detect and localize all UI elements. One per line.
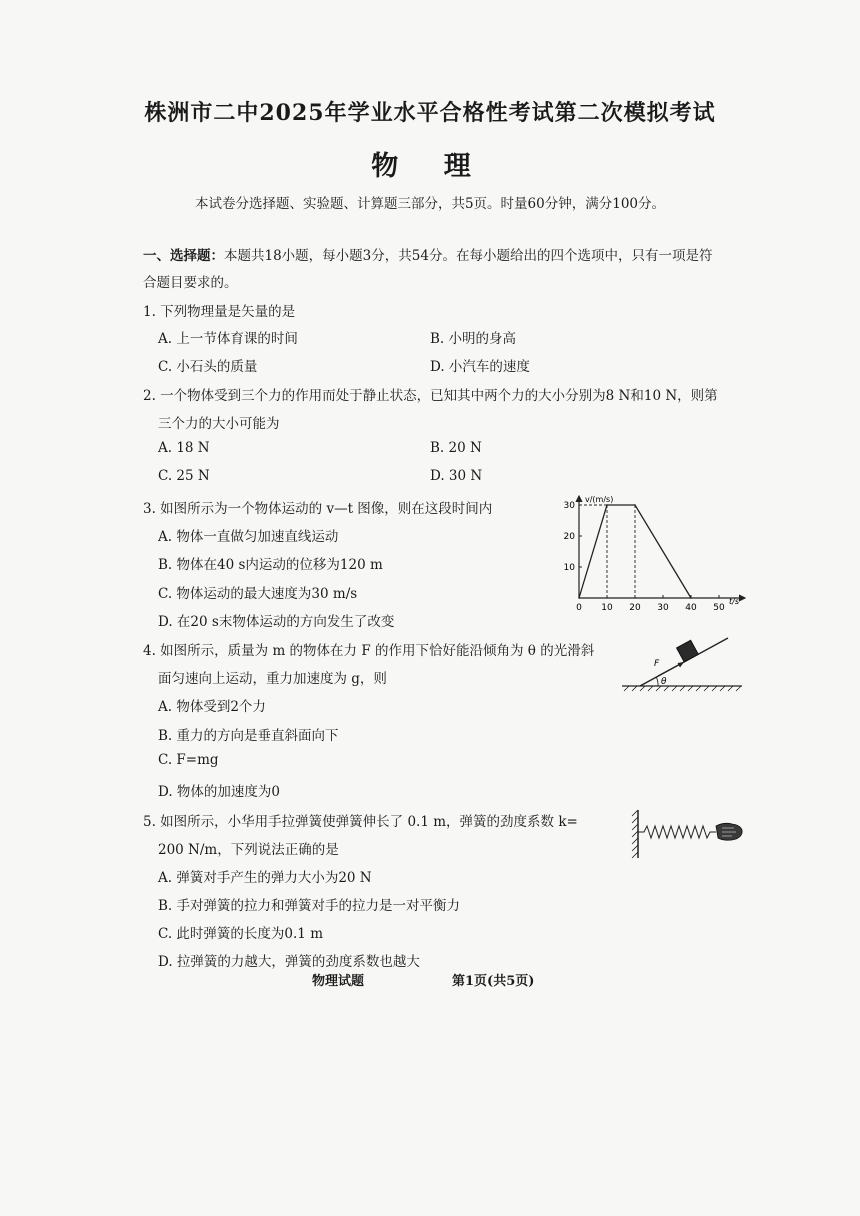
q5-option-b: B. 手对弹簧的拉力和弹簧对手的拉力是一对平衡力 <box>158 898 461 914</box>
q3-option-a: A. 物体一直做匀加速直线运动 <box>158 529 339 545</box>
q5-stem-line1: 5. 如图所示，小华用手拉弹簧使弹簧伸长了 0.1 m，弹簧的劲度系数 k= <box>143 814 578 830</box>
section-heading: 一、选择题： <box>143 248 224 264</box>
x-tick-label: 40 <box>685 603 697 613</box>
x-tick-label: 30 <box>657 603 669 613</box>
block <box>677 640 699 662</box>
y-tick-label: 20 <box>563 532 575 542</box>
footer-subject: 物理试题 <box>312 974 365 989</box>
data-point <box>578 597 580 599</box>
q1-option-d: D. 小汽车的速度 <box>430 359 530 375</box>
q2-option-a: A. 18 N <box>158 440 210 456</box>
hand-icon <box>716 823 742 840</box>
spring-figure <box>628 806 748 862</box>
footer-page-number: 第1页(共5页) <box>452 974 535 989</box>
incline-figure <box>618 628 746 700</box>
y-tick-label: 30 <box>563 501 575 511</box>
data-point <box>634 504 636 506</box>
q3-option-c: C. 物体运动的最大速度为30 m/s <box>158 586 358 602</box>
q3-option-b: B. 物体在40 s内运动的位移为120 m <box>158 557 383 573</box>
q3-option-d: D. 在20 s末物体运动的方向发生了改变 <box>158 614 395 630</box>
q4-option-c: C. F=mg <box>158 752 219 768</box>
q4-option-d: D. 物体的加速度为0 <box>158 784 281 800</box>
x-tick-label: 0 <box>576 603 582 613</box>
q5-stem-line2: 200 N/m，下列说法正确的是 <box>158 842 339 858</box>
y-axis-label: v/(m/s) <box>585 495 614 504</box>
data-point <box>606 504 608 506</box>
x-axis-label: t/s <box>729 597 739 606</box>
q1-option-b: B. 小明的身高 <box>430 331 517 347</box>
x-tick-label: 50 <box>713 603 725 613</box>
section-instructions: 本题共18小题，每小题3分，共54分。在每小题给出的四个选项中，只有一项是符 <box>224 248 713 264</box>
q5-option-c: C. 此时弹簧的长度为0.1 m <box>158 926 323 942</box>
q5-option-d: D. 拉弹簧的力越大，弹簧的劲度系数也越大 <box>158 954 420 970</box>
q3-stem: 3. 如图所示为一个物体运动的 v—t 图像，则在这段时间内 <box>143 501 493 517</box>
q2-stem-line1: 2. 一个物体受到三个力的作用而处于静止状态，已知其中两个力的大小分别为8 N和10 N，则第 <box>143 388 718 404</box>
spring <box>638 826 716 838</box>
q1-stem: 1. 下列物理量是矢量的是 <box>143 304 296 320</box>
x-tick-label: 10 <box>601 603 613 613</box>
q2-option-c: C. 25 N <box>158 468 210 484</box>
q4-option-a: A. 物体受到2个力 <box>158 699 266 715</box>
q1-option-c: C. 小石头的质量 <box>158 359 258 375</box>
x-tick-label: 20 <box>629 603 641 613</box>
q2-stem-line2: 三个力的大小可能为 <box>158 416 280 432</box>
section-instructions-line2: 合题目要求的。 <box>143 275 238 291</box>
subject-title: 物 理 <box>371 151 489 182</box>
q2-option-b: B. 20 N <box>430 440 482 456</box>
q4-stem-line1: 4. 如图所示，质量为 m 的物体在力 F 的作用下恰好能沿倾角为 θ 的光滑斜 <box>143 643 595 659</box>
angle-arc <box>657 678 659 687</box>
q4-option-b: B. 重力的方向是垂直斜面向下 <box>158 728 339 744</box>
y-tick-label: 10 <box>563 563 575 573</box>
section-heading-line1 <box>143 244 712 264</box>
q4-stem-line2: 面匀速向上运动，重力加速度为 g，则 <box>158 671 387 687</box>
wall-hatching <box>632 810 638 858</box>
data-point <box>690 597 692 599</box>
angle-label: θ <box>661 677 667 687</box>
exam-note: 本试卷分选择题、实验题、计算题三部分，共5页。时量60分钟，满分100分。 <box>194 196 666 212</box>
ground-hatching <box>624 686 741 691</box>
force-label: F <box>654 659 660 669</box>
q2-option-d: D. 30 N <box>430 468 483 484</box>
q1-option-a: A. 上一节体育课的时间 <box>158 331 298 347</box>
vt-graph <box>555 490 755 615</box>
exam-title: 株洲市二中2025年学业水平合格性考试第二次模拟考试 <box>144 100 716 126</box>
q5-option-a: A. 弹簧对手产生的弹力大小为20 N <box>158 870 372 886</box>
force-arrowhead <box>678 662 685 668</box>
